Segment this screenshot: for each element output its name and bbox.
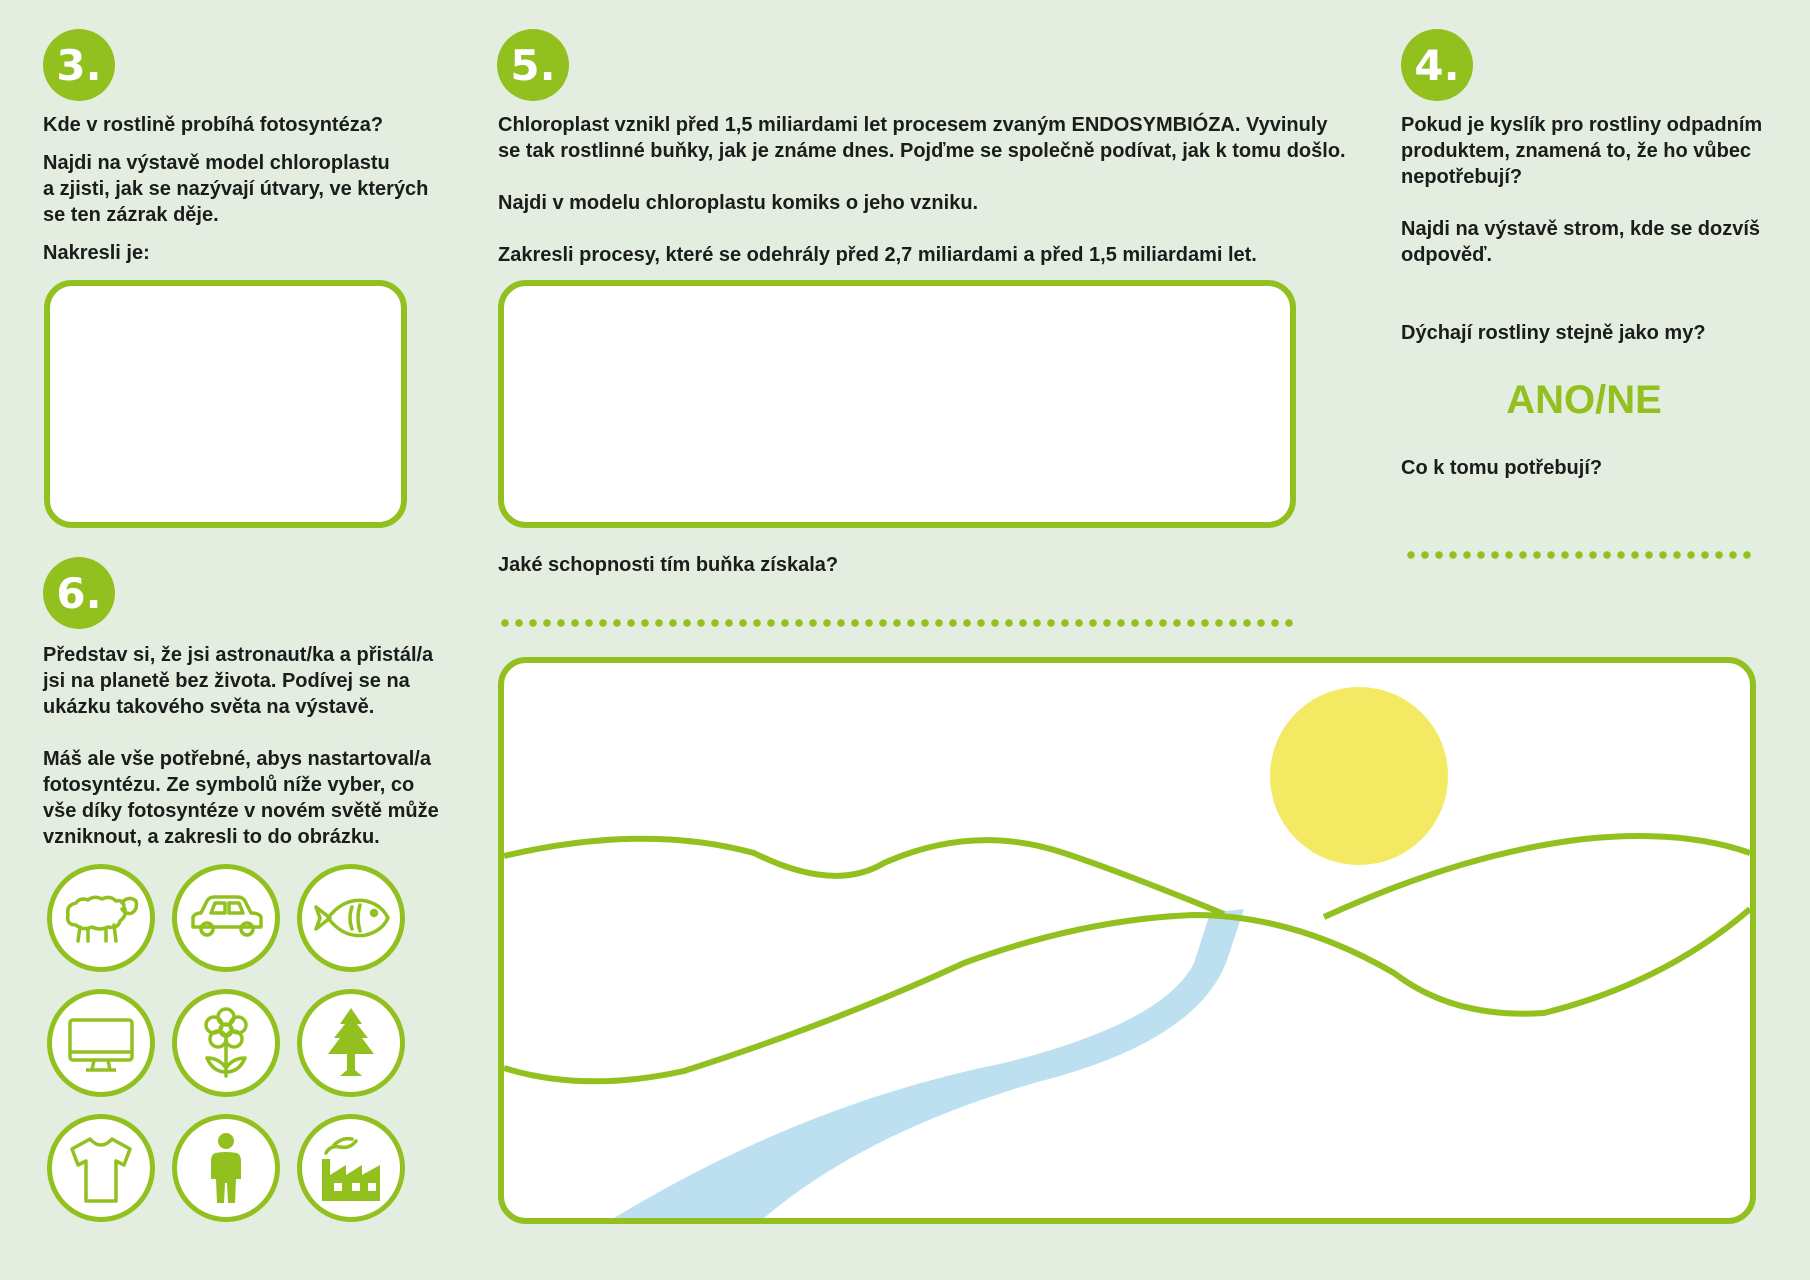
section-6-task: Máš ale vše potřebné, abys nastartoval/a fotosyntézu. Ze symbolů níže vyber, co vše díky fotosyntéze v novém světě může vzniknout, a zakresli to do obrázku.: [43, 748, 439, 848]
section-4-number: 4.: [1401, 29, 1473, 101]
section-4-find: Najdi na výstavě strom, kde se dozvíš odpověď.: [1401, 218, 1761, 266]
tree-icon[interactable]: [297, 989, 405, 1097]
section-3-draw-prompt: Nakresli je:: [43, 242, 150, 264]
section-5-intro: Chloroplast vznikl před 1,5 miliardami let procesem zvaným ENDOSYMBIÓZA. Vyvinuly se tak rostlinné buňky, jak je známe dnes. Pojďme se společně podívat, jak k tomu došlo.: [498, 114, 1346, 162]
section-6-scenario: Představ si, že jsi astronaut/ka a přistál/a jsi na planetě bez života. Podívej se na ukázku takového světa na výstavě.: [43, 644, 434, 718]
flower-icon[interactable]: [172, 989, 280, 1097]
section-4-breath-question: Dýchají rostliny stejně jako my?: [1401, 322, 1706, 344]
section-5-answer-line[interactable]: [498, 619, 1296, 627]
sun: [1270, 687, 1448, 865]
section-3-instruction: Najdi na výstavě model chloroplastu a zjisti, jak se nazývají útvary, ve kterých se ten zázrak děje.: [43, 152, 429, 226]
tshirt-icon[interactable]: [47, 1114, 155, 1222]
front-hill: [504, 909, 1750, 1081]
landscape-illustration: [504, 663, 1750, 1218]
section-4-need-question: Co k tomu potřebují?: [1401, 457, 1603, 479]
section-4-answer-line[interactable]: [1404, 551, 1756, 559]
section-5-drawing-box[interactable]: [498, 280, 1296, 528]
fish-icon[interactable]: [297, 864, 405, 972]
section-5-draw: Zakresli procesy, které se odehrály před 2,7 miliardami a před 1,5 miliardami let.: [498, 244, 1257, 266]
monitor-icon[interactable]: [47, 989, 155, 1097]
back-hill: [504, 839, 1224, 914]
section-3-drawing-box[interactable]: [44, 280, 407, 528]
section-3-number: 3.: [43, 29, 115, 101]
sheep-icon[interactable]: [47, 864, 155, 972]
section-4-question: Pokud je kyslík pro rostliny odpadním produktem, znamená to, že ho vůbec nepotřebují?: [1401, 114, 1763, 188]
section-5-question: Jaké schopnosti tím buňka získala?: [498, 554, 839, 576]
section-6-number: 6.: [43, 557, 115, 629]
landscape-drawing-box[interactable]: [498, 657, 1756, 1224]
person-icon[interactable]: [172, 1114, 280, 1222]
factory-icon[interactable]: [297, 1114, 405, 1222]
section-5-find: Najdi v modelu chloroplastu komiks o jeho vzniku.: [498, 192, 979, 214]
car-icon[interactable]: [172, 864, 280, 972]
section-3-question: Kde v rostlině probíhá fotosyntéza?: [43, 114, 384, 136]
section-4-answer-choice[interactable]: ANO/NE: [1506, 378, 1662, 422]
section-5-number: 5.: [497, 29, 569, 101]
